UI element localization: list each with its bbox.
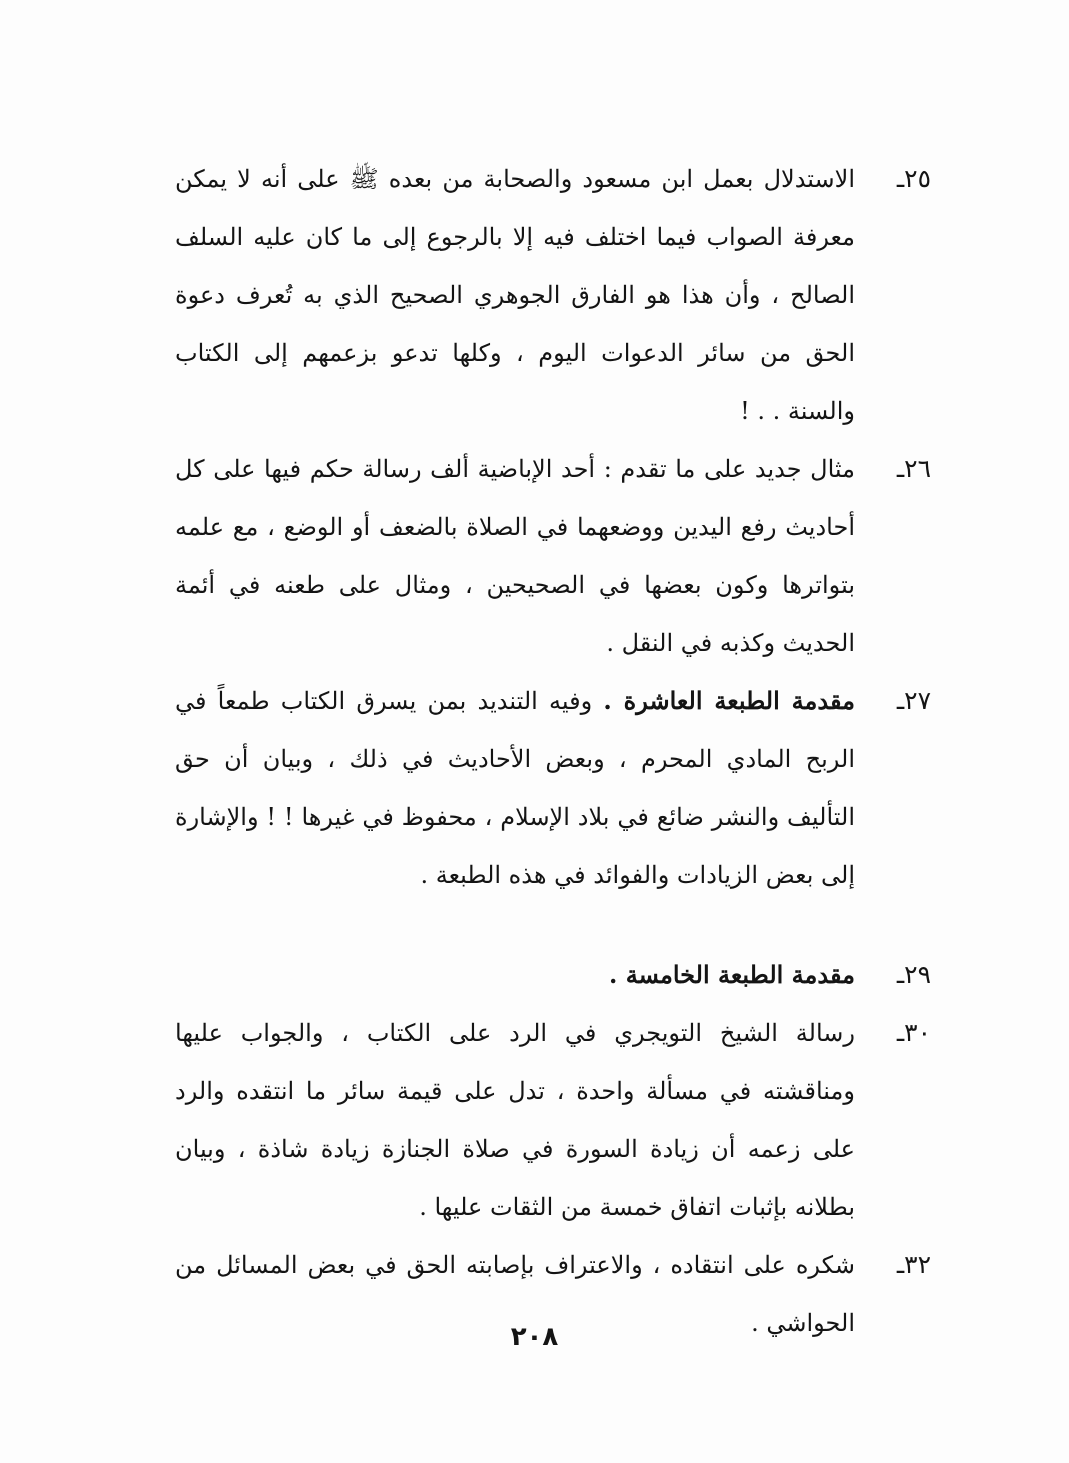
page-number: ٢٠٨	[510, 1322, 559, 1352]
entry-body: مثال جديد على ما تقدم : أحد الإباضية ألف رسالة حكم فيها على كل أحاديث رفع اليدين ووضعهما في الصلاة بالضعف أو الوضع ، مع علمه بتواترها وكون بعضها في الصحيحين ، ومثال على طعنه في أئمة الحديث وكذبه في النقل .	[175, 455, 856, 657]
entry-text	[175, 150, 855, 440]
entry-text	[175, 946, 855, 1004]
entry-number: ٣٢ـ	[896, 1250, 931, 1279]
entry-text	[175, 1004, 855, 1236]
entry-number: ٢٩ـ	[896, 960, 931, 989]
entry-25	[175, 150, 935, 440]
entry-number: ٢٥ـ	[896, 164, 931, 193]
entry-26	[175, 440, 935, 672]
entry-lead: مقدمة الطبعة الخامسة .	[608, 960, 855, 989]
entry-lead: مقدمة الطبعة العاشرة .	[603, 686, 856, 715]
entry-27	[175, 672, 935, 904]
entry-body: رسالة الشيخ التويجري في الرد على الكتاب ، والجواب عليها ومناقشته في مسألة واحدة ، تدل على قيمة سائر ما انتقده والرد على زعمه أن زيادة السورة في صلاة الجنازة زيادة شاذة ، وبيان بطلانه بإثبات اتفاق خمسة من الثقات عليها .	[175, 1019, 855, 1221]
index-entries	[175, 150, 935, 1352]
entry-number: ٣٠ـ	[896, 1018, 931, 1047]
entry-body: شكره على انتقاده ، والاعتراف بإصابته الحق في بعض المسائل من الحواشي .	[175, 1251, 855, 1337]
entry-30	[175, 1004, 935, 1236]
entry-text	[175, 440, 855, 672]
entry-body: الاستدلال بعمل ابن مسعود والصحابة من بعده ﷺ على أنه لا يمكن معرفة الصواب فيما اختلف فيه إلا بالرجوع إلى ما كان عليه السلف الصالح ، وأن هذا هو الفارق الجوهري الصحيح الذي به تُعرف دعوة الحق من سائر الدعوات اليوم ، وكلها تدعو بزعمهم إلى الكتاب والسنة . . !	[175, 165, 856, 425]
entry-number: ٢٦ـ	[896, 454, 931, 483]
entry-text	[175, 672, 855, 904]
entry-number: ٢٧ـ	[896, 686, 931, 715]
entry-body: وفيه التنديد بمن يسرق الكتاب طمعاً في الربح المادي المحرم ، وبعض الأحاديث في ذلك ، وبيان أن حق التأليف والنشر ضائع في بلاد الإسلام ، محفوظ في غيرها ! ! والإشارة إلى بعض الزيادات والفوائد في هذه الطبعة .	[175, 687, 855, 889]
entry-29	[175, 946, 935, 1004]
